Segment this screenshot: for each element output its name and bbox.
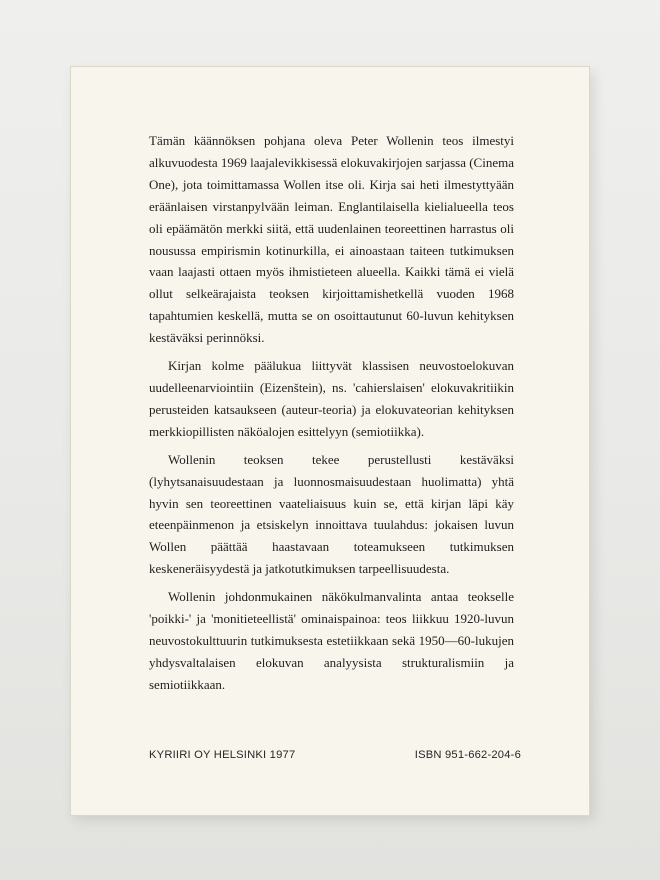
blurb-paragraph-2: Kirjan kolme päälukua liittyvät klassisen neuvostoelokuvan uudelleenarviointiin (Eizenštein), ns. 'cahierslaisen' elokuvakritiikin perusteiden katsaukseen (auteur-teoria) ja elokuvateorian kehityksen merkkiopillisten näköalojen esittelyyn (semiotiikka). (149, 358, 514, 439)
book-back-cover (70, 66, 590, 816)
blurb-text (149, 130, 514, 702)
isbn-label: ISBN 951-662-204-6 (414, 749, 521, 761)
blurb-paragraph-3: Wollenin teoksen tekee perustellusti kestäväksi (lyhytsanaisuudestaan ja luonnosmaisuudestaan huolimatta) yhtä hyvin sen teoreettinen vaateliaisuus kuin se, että kirjan läpi käy eteenpäinmenon ja etsiskelyn innoittava tuulahdus: jokaisen luvun Wollen päättää haastavaan toteamukseen tutkimuksen keskeneräisyydestä ja jatkotutkimuksen tarpeellisuudesta. (149, 451, 514, 577)
blurb-paragraph-1: Tämän käännöksen pohjana oleva Peter Wollenin teos ilmestyi alkuvuodesta 1969 laajalevikkisessä elokuvakirjojen sarjassa (Cinema One), jota toimittamassa Wollen itse oli. Kirja sai heti ilmestyttyään eräänlaisen virstanpylvään leiman. Englantilaisella kielialueella teos oli epäämätön merkki siitä, että uudenlainen teoreettinen harrastus oli nousussa empirismin kotinurkilla, ei ainoastaan taiteen tutkimuksen vaan laajasti ottaen myös ihmistieteen alueella. Kaikki tämä ei vielä ollut selkeärajaista teoksen kirjoittamishetkellä vuoden 1968 tapahtumien keskellä, mutta se on osoittautunut 60-luvun kehityksen kestäväksi perinnöksi. (149, 133, 514, 346)
publisher-label: KYRIIRI OY HELSINKI 1977 (149, 749, 296, 761)
blurb-paragraph-4: Wollenin johdonmukainen näkökulmanvalinta antaa teokselle 'poikki-' ja 'monitieteellistä' ominaispainoa: teos liikkuu 1920-luvun neuvostokulttuurin tutkimuksesta estetiikkaan sekä 1950—60-lukujen yhdysvaltalaisen elokuvan analyysista strukturalismiin ja semiotiikkaan. (149, 589, 514, 692)
imprint-line (149, 749, 521, 761)
